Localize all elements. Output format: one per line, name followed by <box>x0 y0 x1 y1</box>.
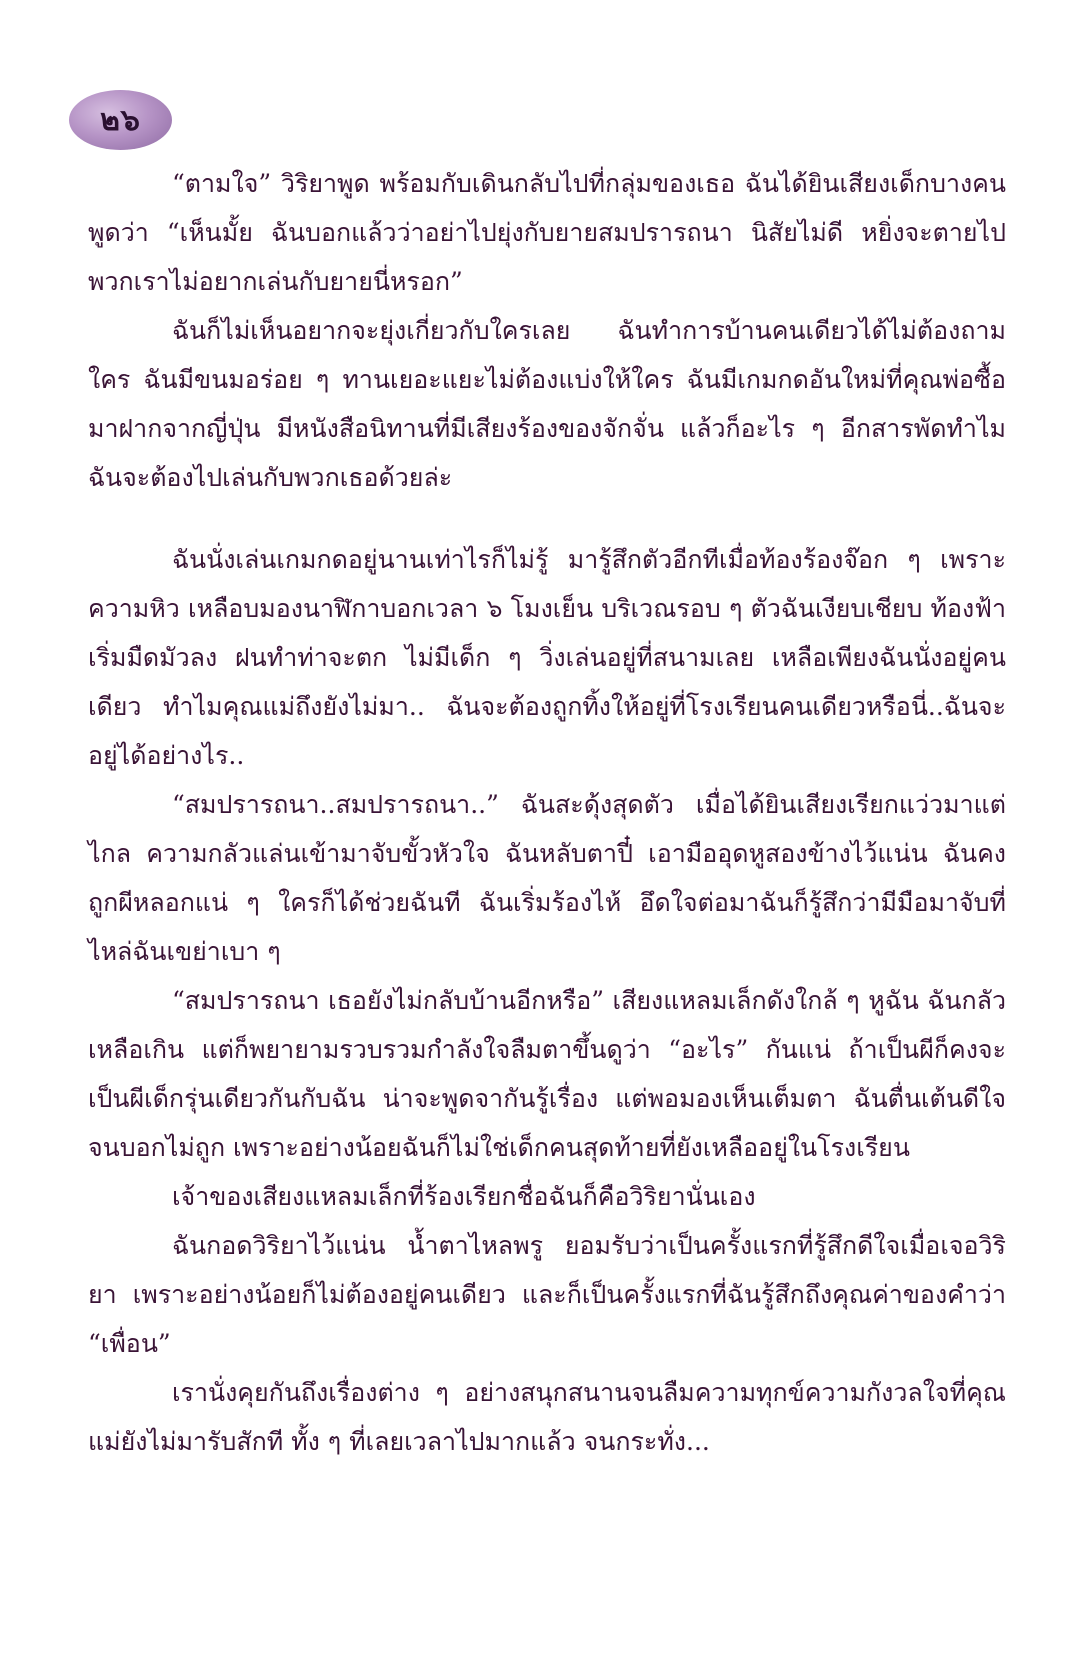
paragraph: ฉันก็ไม่เห็นอยากจะยุ่งเกี่ยวกับใครเลย ฉันทำการบ้านคนเดียวได้ไม่ต้องถามใคร ฉันมีขนมอร่อย ๆ ทานเยอะแยะไม่ต้องแบ่งให้ใคร ฉันมีเกมกดอันใหม่ที่คุณพ่อซื้อมาฝากจากญี่ปุ่น มีหนังสือนิทานที่มีเสียงร้องของจักจั่น แล้วก็อะไร ๆ อีกสารพัดทำไมฉันจะต้องไปเล่นกับพวกเธอด้วยล่ะ <box>88 316 1006 492</box>
text-section-top <box>88 159 1006 502</box>
page-number: ๒๖ <box>100 102 141 138</box>
paragraph: “สมปรารถนา เธอยังไม่กลับบ้านอีกหรือ” เสียงแหลมเล็กดังใกล้ ๆ หูฉัน ฉันกลัวเหลือเกิน แต่ก็พยายามรวบรวมกำลังใจลืมตาขึ้นดูว่า “อะไร” กันแน่ ถ้าเป็นผีก็คงจะเป็นผีเด็กรุ่นเดียวกันกับฉัน น่าจะพูดจากันรู้เรื่อง แต่พอมองเห็นเต็มตา ฉันตื่นเต้นดีใจจนบอกไม่ถูก เพราะอย่างน้อยฉันก็ไม่ใช่เด็กคนสุดท้ายที่ยังเหลืออยู่ในโรงเรียน <box>88 986 1006 1162</box>
paragraph: “สมปรารถนา..สมปรารถนา..” ฉันสะดุ้งสุดตัว เมื่อได้ยินเสียงเรียกแว่วมาแต่ไกล ความกลัวแล่นเข้ามาจับขั้วหัวใจ ฉันหลับตาปี๋ เอามืออุดหูสองข้างไว้แน่น ฉันคงถูกผีหลอกแน่ ๆ ใครก็ได้ช่วยฉันที ฉันเริ่มร้องไห้ อึดใจต่อมาฉันก็รู้สึกว่ามีมือมาจับที่ไหล่ฉันเขย่าเบา ๆ <box>88 790 1006 966</box>
paragraph: ฉันกอดวิริยาไว้แน่น น้ำตาไหลพรู ยอมรับว่าเป็นครั้งแรกที่รู้สึกดีใจเมื่อเจอวิริยา เพราะอย่างน้อยก็ไม่ต้องอยู่คนเดียว และก็เป็นครั้งแรกที่ฉันรู้สึกถึงคุณค่าของคำว่า “เพื่อน” <box>88 1231 1006 1358</box>
paragraph: ฉันนั่งเล่นเกมกดอยู่นานเท่าไรก็ไม่รู้ มารู้สึกตัวอีกทีเมื่อท้องร้องจ๊อก ๆ เพราะความหิว เหลือบมองนาฬิกาบอกเวลา ๖ โมงเย็น บริเวณรอบ ๆ ตัวฉันเงียบเชียบ ท้องฟ้าเริ่มมืดมัวลง ฝนทำท่าจะตก ไม่มีเด็ก ๆ วิ่งเล่นอยู่ที่สนามเลย เหลือเพียงฉันนั่งอยู่คนเดียว ทำไมคุณแม่ถึงยังไม่มา.. ฉันจะต้องถูกทิ้งให้อยู่ที่โรงเรียนคนเดียวหรือนี่..ฉันจะอยู่ได้อย่างไร.. <box>88 545 1006 770</box>
page-number-badge <box>69 90 172 150</box>
paragraph: เจ้าของเสียงแหลมเล็กที่ร้องเรียกชื่อฉันก็คือวิริยานั่นเอง <box>172 1182 756 1211</box>
text-section-bottom <box>88 535 1006 1466</box>
paragraph: “ตามใจ” วิริยาพูด พร้อมกับเดินกลับไปที่กลุ่มของเธอ ฉันได้ยินเสียงเด็กบางคนพูดว่า “เห็นมั้ย ฉันบอกแล้วว่าอย่าไปยุ่งกับยายสมปรารถนา นิสัยไม่ดี หยิ่งจะตายไป พวกเราไม่อยากเล่นกับยายนี่หรอก” <box>88 169 1006 296</box>
paragraph: เรานั่งคุยกันถึงเรื่องต่าง ๆ อย่างสนุกสนานจนลืมความทุกข์ความกังวลใจที่คุณแม่ยังไม่มารับสักที ทั้ง ๆ ที่เลยเวลาไปมากแล้ว จนกระทั่ง... <box>88 1378 1006 1456</box>
